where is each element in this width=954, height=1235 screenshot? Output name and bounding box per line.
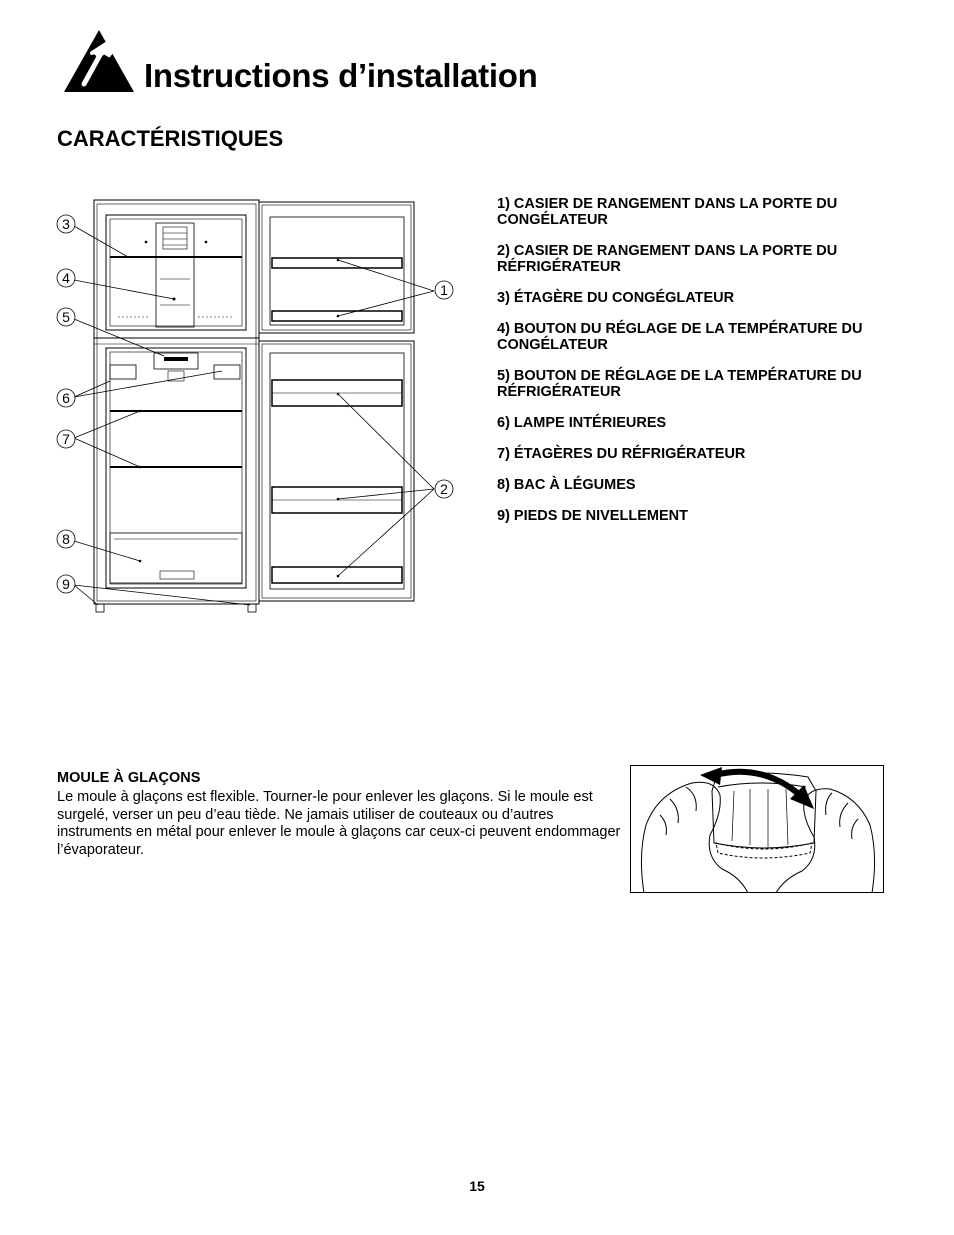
- hammer-triangle-icon: [62, 28, 136, 94]
- ice-tray-illustration: [630, 765, 884, 893]
- feature-item-7: 7) ÉTAGÈRES DU RÉFRIGÉRATEUR: [497, 446, 746, 462]
- svg-text:2: 2: [440, 481, 448, 497]
- refrigerator-diagram: [50, 195, 460, 617]
- feature-item-3: 3) ÉTAGÈRE DU CONGÉGLATEUR: [497, 290, 735, 306]
- callout-2: [435, 480, 453, 498]
- callout-8: [57, 530, 75, 548]
- section-title: CARACTÉRISTIQUES: [57, 126, 284, 151]
- callout-4: [57, 269, 75, 287]
- svg-text:1: 1: [440, 282, 448, 298]
- feature-item-8: 8) BAC À LÉGUMES: [497, 477, 636, 493]
- feature-item-2: 2) CASIER DE RANGEMENT DANS LA PORTE DU RÉFRIGÉRATEUR: [497, 243, 838, 275]
- feature-item-5: 5) BOUTON DE RÉGLAGE DE LA TEMPÉRATURE DU RÉFRIGÉRATEUR: [497, 368, 862, 400]
- svg-text:7: 7: [62, 431, 70, 447]
- callout-6: [57, 389, 75, 407]
- feature-item-9: 9) PIEDS DE NIVELLEMENT: [497, 508, 688, 524]
- feature-item-4: 4) BOUTON DU RÉGLAGE DE LA TEMPÉRATURE DU CONGÉLATEUR: [497, 321, 863, 353]
- callout-1: [435, 281, 453, 299]
- page-title: Instructions d’installation: [144, 57, 538, 94]
- ice-tray-title: MOULE À GLAÇONS: [57, 770, 201, 786]
- callout-7: [57, 430, 75, 448]
- feature-item-1: 1) CASIER DE RANGEMENT DANS LA PORTE DU CONGÉLATEUR: [497, 196, 838, 228]
- svg-text:3: 3: [62, 216, 70, 232]
- svg-text:6: 6: [62, 390, 70, 406]
- callout-9: [57, 575, 75, 593]
- svg-text:5: 5: [62, 309, 70, 325]
- svg-text:4: 4: [62, 270, 70, 286]
- page-number: 15: [469, 1178, 485, 1194]
- svg-text:9: 9: [62, 576, 70, 592]
- callout-3: [57, 215, 75, 233]
- feature-item-6: 6) LAMPE INTÉRIEURES: [497, 415, 667, 431]
- ice-tray-text: Le moule à glaçons est flexible. Tourner-le pour enlever les glaçons. Si le moule est surgelé, verser un peu d’eau tiède. Ne jamais utiliser de couteaux ou d’autres instruments en métal pour enlever le moule à glaçons car ceux-ci peuvent endommager l’évaporateur.: [57, 789, 621, 858]
- svg-text:8: 8: [62, 531, 70, 547]
- callout-5: [57, 308, 75, 326]
